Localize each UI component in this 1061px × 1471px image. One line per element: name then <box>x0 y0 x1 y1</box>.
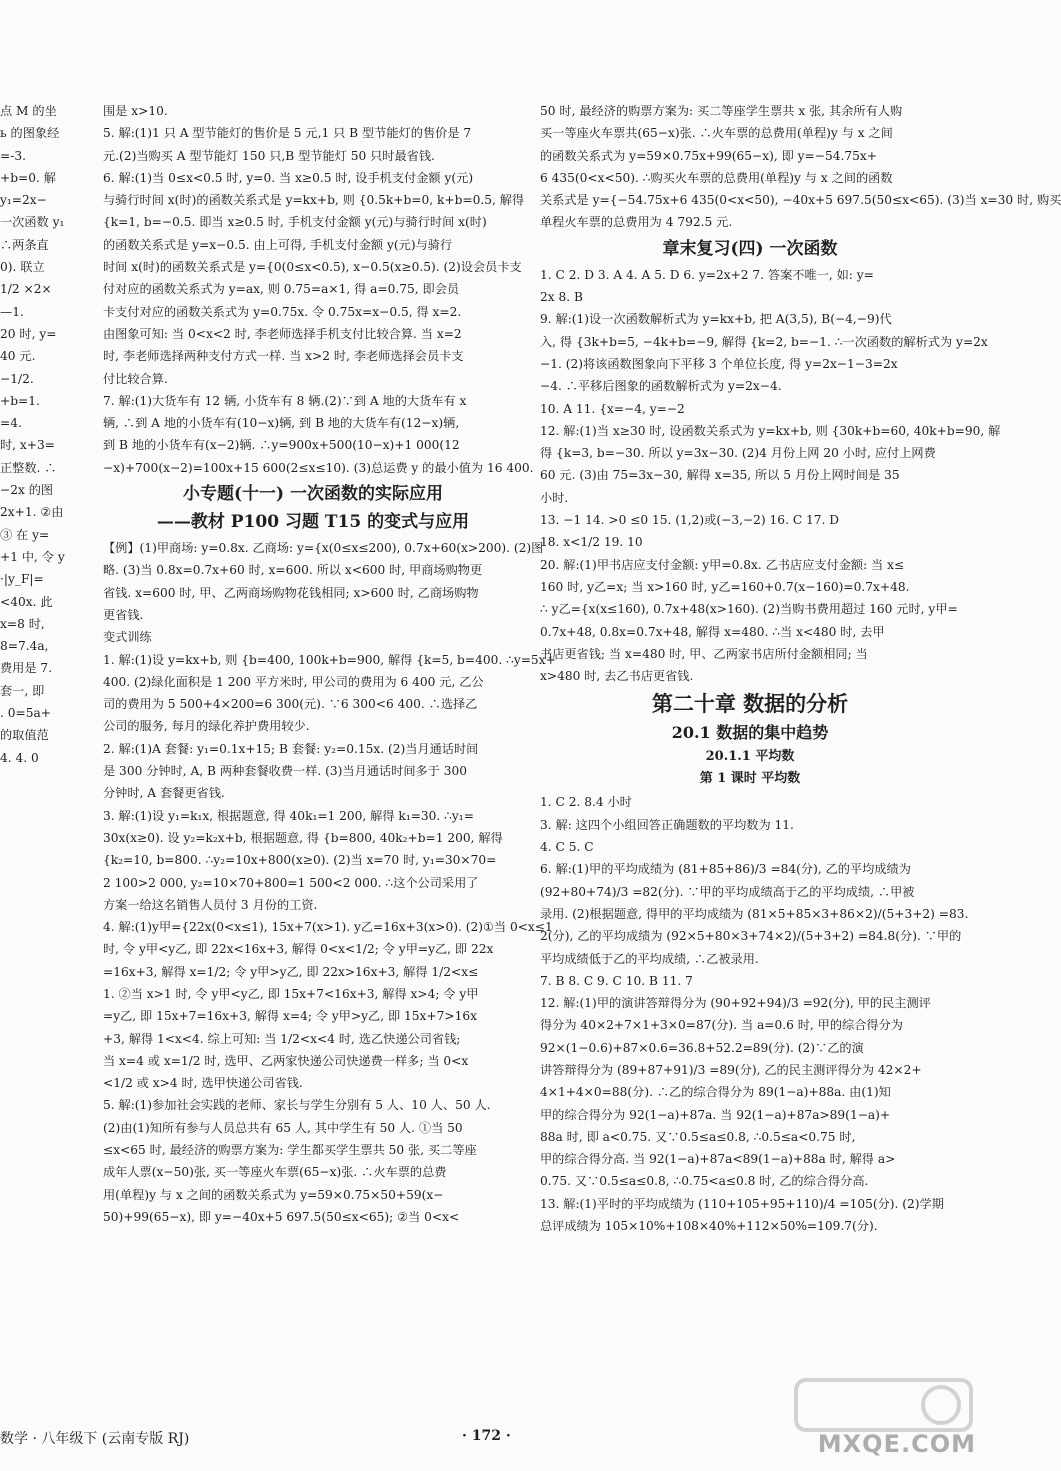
answer-line: 0.75. 又∵0.5≤a≤0.8, ∴0.75<a≤0.8 时, 乙的综合得分高. <box>540 1174 869 1189</box>
left-fragment-line: 时, x+3= <box>0 438 55 453</box>
answer-line: 3. 解:(1)设 y₁=k₁x, 根据题意, 得 40k₁=1 200, 解得 k₁=30. ∴y₁= <box>103 808 474 823</box>
answer-line: 时, 令 y甲<y乙, 即 22x<16x+3, 解得 0<x<1/2; 令 y甲=y乙, 即 22x <box>103 942 494 957</box>
answer-line: 方案一给这名销售人员付 3 月份的工资. <box>103 897 318 912</box>
answer-line: −4. ∴平移后图象的函数解析式为 y=2x−4. <box>540 379 782 394</box>
subsection-heading: 20.1.1 平均数 <box>705 749 795 765</box>
left-fragment-line: ③ 在 y= <box>0 527 50 542</box>
answer-line: 平均成绩低于乙的平均成绩, ∴乙被录用. <box>540 951 759 966</box>
answer-line: 公司的服务, 每月的绿化养护费用较少. <box>103 719 310 734</box>
page-number: · 172 · <box>462 1428 511 1444</box>
answer-line: 买一等座火车票共(65−x)张. ∴火车票的总费用(单程)y 与 x 之间 <box>540 126 893 141</box>
answer-line: 得分为 40×2+7×1+3×0=87(分). 当 a=0.6 时, 甲的综合得分为 <box>540 1018 903 1033</box>
answer-line: 4×1+4×0=88(分). ∴乙的综合得分为 89(1−a)+88a. 由(1)知 <box>540 1085 891 1100</box>
chapter-heading: 第二十章 数据的分析 <box>651 691 849 717</box>
answer-line: 18. x<1/2 19. 10 <box>540 535 643 550</box>
left-fragment-line: 4. 4. 0 <box>0 750 39 765</box>
watermark-text: MXQE.COM <box>817 1430 976 1458</box>
answer-line: <1/2 或 x>4 时, 选甲快递公司省钱. <box>103 1076 303 1091</box>
answer-line: 92×(1−0.6)+87×0.6=36.8+52.2=89(分). (2)∵乙的演 <box>540 1040 864 1055</box>
answer-line: 4. 解:(1)y甲={22x(0<x≤1), 15x+7(x>1). y乙=16x+3(x>0). (2)①当 0<x≤1 <box>103 920 553 935</box>
answer-line: 辆, ∴到 A 地的小货车有(10−x)辆, 到 B 地的大货车有(12−x)辆, <box>103 416 460 431</box>
answer-line: {k=1, b=−0.5. 即当 x≥0.5 时, 手机支付金额 y(元)与骑行时间 x(时) <box>103 215 487 230</box>
answer-line: 讲答辩得分为 (89+87+91)/3 =89(分), 乙的民主测评得分为 42×2+ <box>540 1062 922 1077</box>
answer-line: 60 元. (3)由 75=3x−30, 解得 x=35, 所以 5 月份上网时间是 35 <box>540 468 900 483</box>
left-fragment-line: =4. <box>0 416 22 431</box>
answer-line: 更省钱. <box>103 607 144 622</box>
answer-line: 6. 解:(1)当 0≤x<0.5 时, y=0. 当 x≥0.5 时, 设手机支付金额 y(元) <box>103 170 474 185</box>
answer-line: 2(分), 乙的平均成绩为 (92×5+80×3+74×2)/(5+3+2) =84.8(分). ∵甲的 <box>540 929 962 944</box>
answer-line: 成年人票(x−50)张, 买一等座火车票(65−x)张. ∴火车票的总费 <box>103 1165 447 1180</box>
answer-line: =16x+3, 解得 x=1/2; 令 y甲>y乙, 即 22x>16x+3, 解得 1/2<x≤ <box>103 964 479 979</box>
answer-line: 400. (2)绿化面积是 1 200 平方米时, 甲公司的费用为 6 400 元, 乙公 <box>103 674 484 689</box>
answer-line: 的函数关系式是 y=x−0.5. 由上可得, 手机支付金额 y(元)与骑行 <box>103 237 453 252</box>
answer-line: 5. 解:(1)参加社会实践的老师、家长与学生分别有 5 人、10 人、50 人. <box>103 1098 491 1113</box>
answer-line: 关系式是 y={−54.75x+6 435(0<x<50), −40x+5 697.5(50≤x<65). (3)当 x=30 时, 购买 <box>540 193 1061 208</box>
answer-line: 得 {k=3, b=−30. 所以 y=3x−30. (2)4 月份上网 20 小时, 应付上网费 <box>540 446 936 461</box>
answer-line: 分钟时, A 套餐更省钱. <box>103 786 225 801</box>
left-fragment-line: ь 的图象经 <box>0 126 60 141</box>
left-fragment-line: 40 元. <box>0 349 36 364</box>
section-heading: 20.1 数据的集中趋势 <box>671 723 829 743</box>
answer-line: 总评成绩为 105×10%+108×40%+112×50%=109.7(分). <box>540 1219 878 1234</box>
answer-line: 50)+99(65−x), 即 y=−40x+5 697.5(50≤x<65); ②当 0<x< <box>103 1209 460 1224</box>
answer-line: 2x 8. B <box>540 290 583 305</box>
left-fragment-line: 0). 联立 <box>0 260 45 275</box>
left-fragment-line: 费用是 7. <box>0 661 53 676</box>
answer-line: 20. 解:(1)甲书店应支付金额: y甲=0.8x. 乙书店应支付金额: 当 x≤ <box>540 557 905 572</box>
right-column <box>540 100 1061 1237</box>
answer-line: −x)+700(x−2)=100x+15 600(2≤x≤10). (3)总运费 y 的最小值为 16 400. <box>103 460 534 475</box>
middle-answers-part-1 <box>103 100 534 479</box>
left-fragment-line: 2x+1. ②由 <box>0 505 64 520</box>
answer-line: {k₂=10, b=800. ∴y₂=10x+800(x≥0). (2)当 x=70 时, y₁=30×70= <box>103 853 497 868</box>
left-fragment-line: . 0=5a+ <box>0 706 51 721</box>
answer-line: 付对应的函数关系式为 y=ax, 则 0.75=a×1, 得 a=0.75, 即会员 <box>103 282 460 297</box>
answer-line: 当 x=4 或 x=1/2 时, 选甲、乙两家快递公司快递费一样多; 当 0<x <box>103 1053 469 1068</box>
lesson-heading: 第 1 课时 平均数 <box>699 771 801 787</box>
answer-line: 88a 时, 即 a<0.75. 又∵0.5≤a≤0.8, ∴0.5≤a<0.75 时, <box>540 1129 856 1144</box>
answer-line: 甲的综合得分为 92(1−a)+87a. 当 92(1−a)+87a>89(1−a)+ <box>540 1107 891 1122</box>
answer-line: 13. 解:(1)平时的平均成绩为 (110+105+95+110)/4 =105(分). (2)学期 <box>540 1196 944 1211</box>
left-fragment-column <box>0 100 95 769</box>
answer-line: 7. B 8. C 9. C 10. B 11. 7 <box>540 973 693 988</box>
answer-line: 变式训练 <box>103 630 152 645</box>
answer-line: 用(单程)y 与 x 之间的函数关系式为 y=59×0.75×50+59(x− <box>103 1187 444 1202</box>
answer-line: 省钱. x=600 时, 甲、乙两商场购物花钱相同; x>600 时, 乙商场购物 <box>103 585 479 600</box>
answer-line: =y乙, 即 15x+7=16x+3, 解得 x=4; 令 y甲>y乙, 即 15x+7>16x <box>103 1009 477 1024</box>
left-fragment-line: 套一, 即 <box>0 683 45 698</box>
answer-line: 6 435(0<x<50). ∴购买火车票的总费用(单程)y 与 x 之间的函数 <box>540 170 893 185</box>
footer-book-info: 数学 · 八年级下 (云南专版 RJ) <box>0 1431 190 1447</box>
answer-line: x>480 时, 去乙书店更省钱. <box>540 669 694 684</box>
answer-line: 12. 解:(1)当 x≥30 时, 设函数关系式为 y=kx+b, 则 {30k+b=60, 40k+b=90, 解 <box>540 423 1001 438</box>
answer-line: +3, 解得 1<x<4. 综上可知: 当 1/2<x<4 时, 选乙快递公司省钱; <box>103 1031 461 1046</box>
answer-line: 卡支付对应的函数关系式为 y=0.75x. 令 0.75x=x−0.5, 得 x=2. <box>103 304 462 319</box>
answer-line: 1. C 2. D 3. A 4. A 5. D 6. y=2x+2 7. 答案不唯一, 如: y= <box>540 267 874 282</box>
answer-line: 小时. <box>540 490 569 505</box>
answer-line: 4. C 5. C <box>540 840 594 855</box>
answer-line: 元.(2)当购买 A 型节能灯 150 只,B 型节能灯 50 只时最省钱. <box>103 148 435 163</box>
left-fragment-line: −1/2. <box>0 371 34 386</box>
left-fragment-line: 的取值范 <box>0 728 49 743</box>
answer-line: (92+80+74)/3 =82(分). ∵甲的平均成绩高于乙的平均成绩, ∴甲被 <box>540 884 915 899</box>
answer-line: 单程火车票的总费用为 4 792.5 元. <box>540 215 733 230</box>
answer-line: 5. 解:(1)1 只 A 型节能灯的售价是 5 元,1 只 B 型节能灯的售价是 7 <box>103 126 472 141</box>
answer-line: (2)由(1)知所有参与人员总共有 65 人, 其中学生有 50 人. ①当 50 <box>103 1120 463 1135</box>
answer-line: 到 B 地的小货车有(x−2)辆. ∴y=900x+500(10−x)+1 000(12 <box>103 438 460 453</box>
answer-line: 付比较合算. <box>103 371 168 386</box>
left-fragment-line: 8=7.4a, <box>0 639 49 654</box>
answer-line: 1. ②当 x>1 时, 令 y甲<y乙, 即 15x+7<16x+3, 解得 x>4; 令 y甲 <box>103 986 479 1001</box>
answer-line: 是 300 分钟时, A, B 两种套餐收费一样. (3)当月通话时间多于 300 <box>103 764 468 779</box>
answer-line: 与骑行时间 x(时)的函数关系式是 y=kx+b, 则 {0.5k+b=0, k+b=0.5, 解得 <box>103 193 525 208</box>
answer-line: 录用. (2)根据题意, 得甲的平均成绩为 (81×5+85×3+86×2)/(5+3+2) =83. <box>540 906 969 921</box>
answer-line: 1. C 2. 8.4 小时 <box>540 795 632 810</box>
right-answers-part-2 <box>540 264 1001 688</box>
left-fragment-line: +b=0. 解 <box>0 170 56 185</box>
chapter-review-heading: 章末复习(四) 一次函数 <box>662 238 838 259</box>
left-fragment-line: −2x 的图 <box>0 483 54 498</box>
answer-line: 50 时, 最经济的购票方案为: 买二等座学生票共 x 张, 其余所有人购 <box>540 104 903 118</box>
answer-line: 3. 解: 这四个小组回答正确题数的平均数为 11. <box>540 817 794 832</box>
answer-line: 6. 解:(1)甲的平均成绩为 (81+85+86)/3 =84(分), 乙的平均成绩为 <box>540 862 911 877</box>
left-fragment-line: 20 时, y= <box>0 326 57 341</box>
answer-line: 160 时, y乙=x; 当 x>160 时, y乙=160+0.7(x−160)=0.7x+48. <box>540 579 910 594</box>
answer-line: 时, 李老师选择两种支付方式一样. 当 x>2 时, 李老师选择会员卡支 <box>103 349 464 364</box>
answer-line: 略. (3)当 0.8x=0.7x+60 时, x=600. 所以 x<600 时, 甲商场购物更 <box>103 563 483 578</box>
answer-line: 0.7x+48, 0.8x=0.7x+48, 解得 x=480. ∴当 x<480 时, 去甲 <box>540 624 885 639</box>
middle-answers-part-2 <box>103 537 556 1228</box>
left-fragment-line: x=8 时, <box>0 616 45 631</box>
section-subheading-textbook: ——教材 P100 习题 T15 的变式与应用 <box>156 512 470 533</box>
left-fragment-line: 一次函数 y₁ <box>0 215 65 230</box>
right-answers-part-3 <box>540 791 969 1237</box>
answer-line: ≤x<65 时, 最经济的购票方案为: 学生都买学生票共 50 张, 买二等座 <box>103 1143 477 1158</box>
left-fragment-line: 正整数. ∴ <box>0 460 57 475</box>
answer-line: 甲的综合得分高. 当 92(1−a)+87a<89(1−a)+88a 时, 解得 a> <box>540 1152 896 1167</box>
answer-line: 10. A 11. {x=−4, y=−2 <box>540 401 685 416</box>
answer-line: 围是 x>10. <box>103 104 168 118</box>
section-heading-special-topic: 小专题(十一) 一次函数的实际应用 <box>182 484 443 505</box>
answer-line: −1. (2)将该函数图象向下平移 3 个单位长度, 得 y=2x−1−3=2x <box>540 356 898 371</box>
answer-line: 2 100>2 000, y₂=10×70+800=1 500<2 000. ∴这个公司采用了 <box>103 875 479 890</box>
answer-line: 13. −1 14. >0 ≤0 15. (1,2)或(−3,−2) 16. C 17. D <box>540 513 840 528</box>
answer-line: 12. 解:(1)甲的演讲答辩得分为 (90+92+94)/3 =92(分), 甲的民主测评 <box>540 996 931 1011</box>
left-fragment-line: ∴两条直 <box>0 237 49 252</box>
right-answers-part-1 <box>540 100 1061 234</box>
left-fragment-line: <40x. 此 <box>0 594 53 609</box>
left-fragment-line: —1. <box>0 304 24 319</box>
left-fragment-line: 1/2 ×2× <box>0 282 52 297</box>
answer-line: 30x(x≥0). 设 y₂=k₂x+b, 根据题意, 得 {b=800, 40k₂+b=1 200, 解得 <box>103 830 503 845</box>
answer-line: 的函数关系式为 y=59×0.75x+99(65−x), 即 y=−54.75x+ <box>540 148 877 163</box>
answer-line: 入, 得 {3k+b=5, −4k+b=−9, 解得 {k=2, b=−1. ∴一次函数的解析式为 y=2x <box>540 334 988 349</box>
left-fragment-line: y₁=2x− <box>0 193 47 208</box>
answer-line: 2. 解:(1)A 套餐: y₁=0.1x+15; B 套餐: y₂=0.15x. (2)当月通话时间 <box>103 741 479 756</box>
answer-line: 1. 解:(1)设 y=kx+b, 则 {b=400, 100k+b=900, 解得 {k=5, b=400. ∴y=5x+ <box>103 652 556 667</box>
answer-line: ∴ y乙={x(x≤160), 0.7x+48(x>160). (2)当购书费用超过 160 元时, y甲= <box>540 602 958 617</box>
answer-line: 由图象可知: 当 0<x<2 时, 李老师选择手机支付比较合算. 当 x=2 <box>103 326 462 341</box>
left-fragment-line: ·|y_F|= <box>0 572 44 587</box>
left-fragment-line: 点 M 的坐 <box>0 104 57 118</box>
answer-line: 时间 x(时)的函数关系式是 y={0(0≤x<0.5), x−0.5(x≥0.5). (2)设会员卡支 <box>103 260 522 275</box>
answer-line: 7. 解:(1)大货车有 12 辆, 小货车有 8 辆.(2)∵到 A 地的大货车有 x <box>103 393 467 408</box>
answer-line: 书店更省钱; 当 x=480 时, 甲、乙两家书店所付金额相同; 当 <box>540 646 868 661</box>
left-fragment-line: =-3. <box>0 148 26 163</box>
answer-line: 【例】(1)甲商场: y=0.8x. 乙商场: y={x(0≤x≤200), 0.7x+60(x>200). (2)图 <box>103 541 544 556</box>
answer-line: 9. 解:(1)设一次函数解析式为 y=kx+b, 把 A(3,5), B(−4,−9)代 <box>540 312 892 327</box>
left-fragment-line: +1 中, 令 y <box>0 549 65 564</box>
answer-line: 司的费用为 5 500+4×200=6 300(元). ∵6 300<6 400. ∴选择乙 <box>103 697 478 712</box>
left-fragment-line: +b=1. <box>0 393 40 408</box>
